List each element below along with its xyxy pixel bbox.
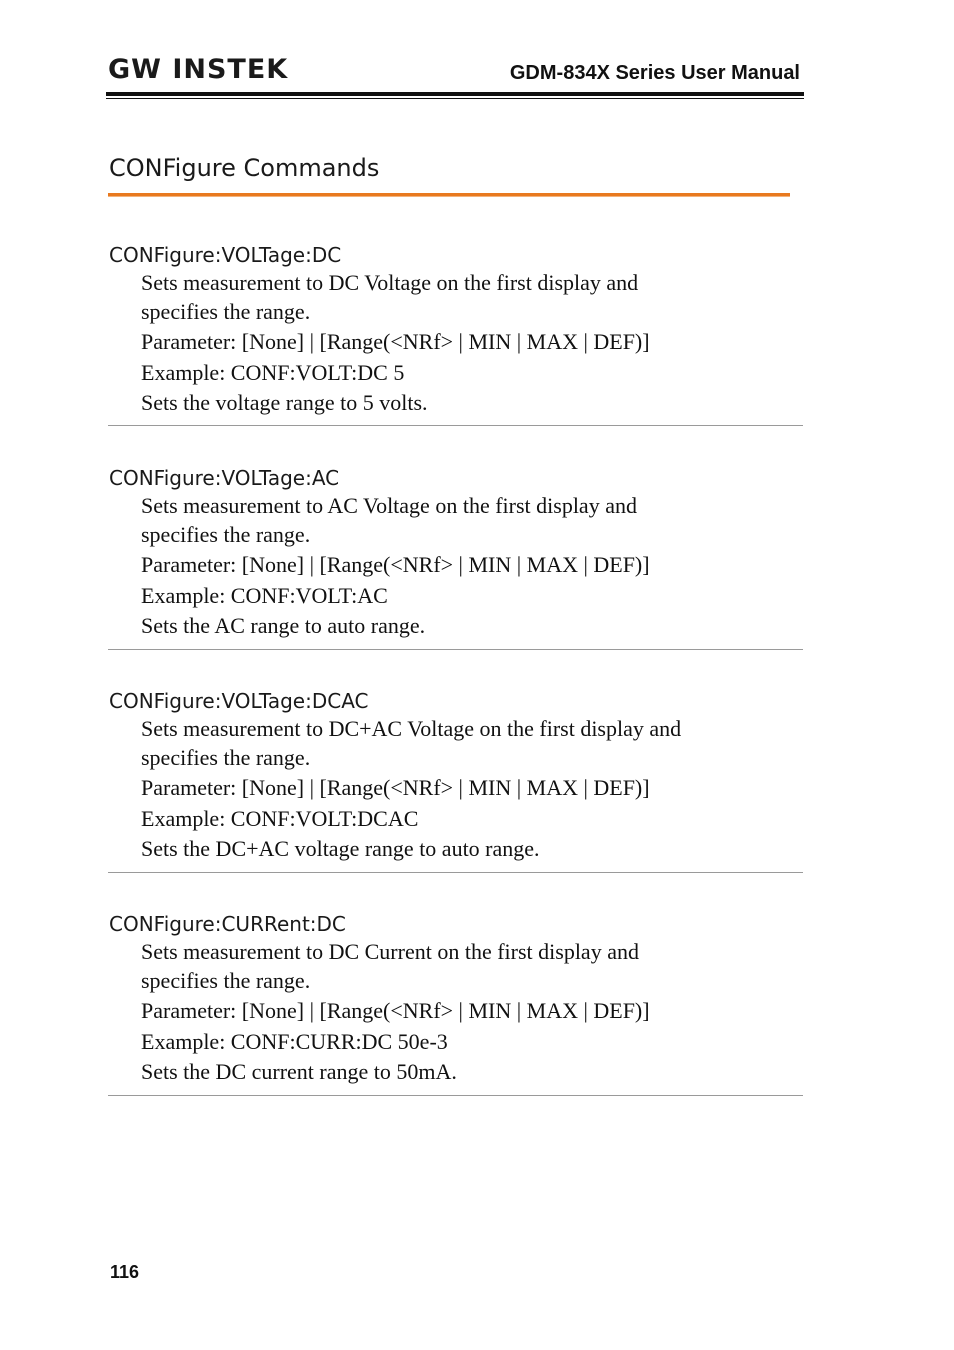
command-description: Sets measurement to DC Voltage on the first display and — [141, 270, 639, 295]
section-title-underline-shadow — [108, 196, 790, 197]
command-divider — [108, 425, 803, 426]
section-title: CONFigure Commands — [109, 154, 380, 182]
command-description-cont: specifies the range. — [141, 521, 311, 547]
command-name: CONFigure:VOLTage:DCAC — [109, 689, 369, 713]
command-description-cont: specifies the range. — [141, 967, 311, 993]
command-example-note: Sets the voltage range to 5 volts. — [141, 390, 428, 415]
command-example-note: Sets the AC range to auto range. — [141, 613, 426, 638]
command-example-note: Sets the DC+AC voltage range to auto range. — [141, 836, 540, 861]
command-description-cont: specifies the range. — [141, 744, 311, 770]
command-example: Example: CONF:VOLT:AC — [141, 582, 388, 608]
header-divider-thin — [106, 98, 804, 99]
command-parameter: Parameter: [None] | [Range(<NRf> | MIN | MAX | DEF)] — [141, 329, 650, 354]
command-block-curr-dc — [109, 910, 803, 1087]
command-example: Example: CONF:VOLT:DC 5 — [141, 359, 405, 385]
command-divider — [108, 1095, 803, 1096]
command-block-volt-dcac — [109, 687, 803, 864]
command-body — [141, 269, 803, 418]
command-example: Example: CONF:CURR:DC 50e-3 — [141, 1028, 448, 1054]
command-block-volt-dc — [109, 241, 803, 418]
header-divider — [106, 92, 804, 96]
manual-title: GDM-834X Series User Manual — [509, 62, 800, 84]
command-description-cont: specifies the range. — [141, 298, 311, 324]
command-block-volt-ac — [109, 464, 803, 641]
command-name: CONFigure:CURRent:DC — [109, 912, 346, 936]
command-name: CONFigure:VOLTage:DC — [109, 243, 342, 267]
command-body — [141, 715, 803, 864]
brand-logo: GW INSTEK — [108, 54, 289, 85]
command-parameter: Parameter: [None] | [Range(<NRf> | MIN | MAX | DEF)] — [141, 552, 650, 577]
page-number: 116 — [110, 1262, 140, 1282]
command-body — [141, 492, 803, 641]
command-divider — [108, 872, 803, 873]
command-description: Sets measurement to DC+AC Voltage on the first display and — [141, 716, 682, 741]
command-parameter: Parameter: [None] | [Range(<NRf> | MIN | MAX | DEF)] — [141, 775, 650, 800]
command-divider — [108, 649, 803, 650]
command-body — [141, 938, 803, 1087]
command-description: Sets measurement to DC Current on the first display and — [141, 939, 639, 964]
command-example-note: Sets the DC current range to 50mA. — [141, 1059, 457, 1084]
command-parameter: Parameter: [None] | [Range(<NRf> | MIN | MAX | DEF)] — [141, 998, 650, 1023]
command-name: CONFigure:VOLTage:AC — [109, 466, 340, 490]
command-description: Sets measurement to AC Voltage on the first display and — [141, 493, 637, 518]
command-example: Example: CONF:VOLT:DCAC — [141, 805, 419, 831]
